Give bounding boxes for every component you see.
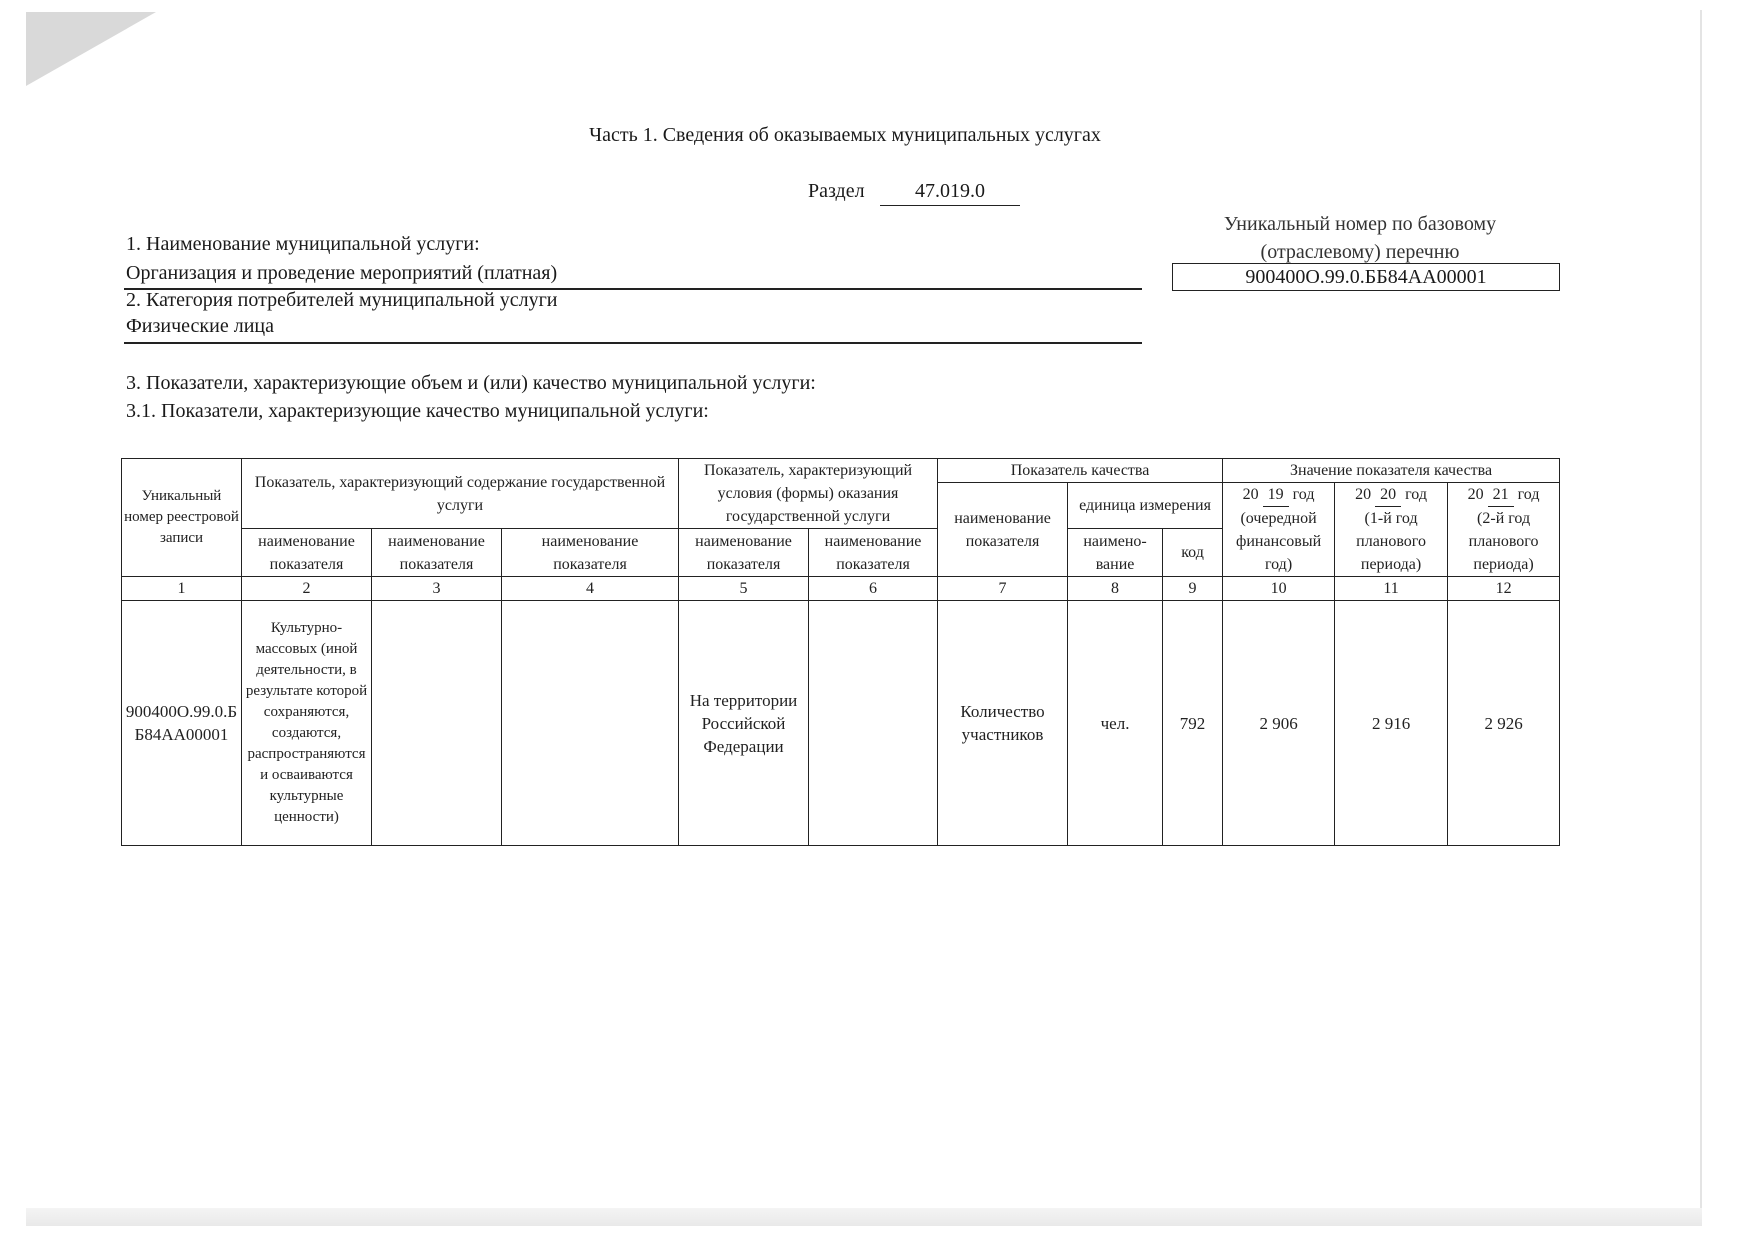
category-underline — [124, 342, 1142, 344]
header-quality-indicator: Показатель качества — [938, 459, 1223, 483]
col-number: 11 — [1335, 577, 1448, 601]
header-year-2020 — [1335, 483, 1448, 577]
year-2021-desc: (2-й год планового периода) — [1468, 510, 1539, 573]
unique-number-caption: Уникальный номер по базовому (отраслевому) перечню — [1223, 213, 1497, 263]
cell-unit-code: 792 — [1163, 601, 1223, 846]
year-2020-prefix: 20 — [1355, 486, 1372, 503]
cell-condition-2 — [809, 601, 938, 846]
subheader-condition-name-1: наименование показателя — [679, 529, 809, 577]
col-number: 8 — [1068, 577, 1163, 601]
year-2020-number: 20 — [1375, 483, 1401, 507]
col-number: 2 — [242, 577, 372, 601]
cell-unique-number: 900400О.99.0.ББ84АА00001 — [122, 601, 242, 846]
year-2020-suffix: год — [1405, 486, 1427, 503]
cell-content-3 — [502, 601, 679, 846]
quality-indicators-table — [121, 458, 1560, 846]
col-number: 12 — [1448, 577, 1560, 601]
col-number: 9 — [1163, 577, 1223, 601]
subheader-condition-name-2: наименование показателя — [809, 529, 938, 577]
header-unit: единица измерения — [1068, 483, 1223, 529]
cell-indicator-name: Количество участников — [938, 601, 1068, 846]
category-label: 2. Категория потребителей муниципальной услуги — [126, 289, 558, 311]
indicators-subheading: 3.1. Показатели, характеризующие качество муниципальной услуги: — [126, 400, 709, 422]
scan-edge-bottom — [26, 1208, 1702, 1226]
subheader-unit-code: код — [1163, 529, 1223, 577]
subheader-content-name-2: наименование показателя — [372, 529, 502, 577]
col-number: 3 — [372, 577, 502, 601]
cell-value-2019: 2 906 — [1223, 601, 1335, 846]
indicators-heading: 3. Показатели, характеризующие объем и (или) качество муниципальной услуги: — [126, 372, 816, 394]
col-number: 7 — [938, 577, 1068, 601]
col-number: 10 — [1223, 577, 1335, 601]
section-label: Раздел — [808, 180, 865, 202]
cell-condition-1: На территории Российской Федерации — [679, 601, 809, 846]
year-2020-desc: (1-й год планового периода) — [1356, 510, 1426, 573]
year-2019-suffix: год — [1292, 486, 1315, 503]
header-conditions-indicator: Показатель, характеризующий условия (формы) оказания государственной услуги — [679, 459, 938, 529]
col-number: 4 — [502, 577, 679, 601]
header-quality-value: Значение показателя качества — [1223, 459, 1560, 483]
column-numbers-row — [122, 577, 1560, 601]
year-2019-number: 19 — [1263, 483, 1289, 507]
service-name-value: Организация и проведение мероприятий (платная) — [126, 262, 558, 284]
col-number: 5 — [679, 577, 809, 601]
service-name-label: 1. Наименование муниципальной услуги: — [126, 233, 480, 255]
table-row — [122, 601, 1560, 846]
header-year-2019 — [1223, 483, 1335, 577]
cell-content-1: Культурно-массовых (иной деятельности, в результате которой сохраняются, создаются, распространяются и осваиваются культурные ценности) — [242, 601, 372, 846]
year-2019-desc: (очередной финансовый год) — [1236, 510, 1322, 573]
cell-value-2020: 2 916 — [1335, 601, 1448, 846]
scan-corner-shadow — [26, 12, 156, 86]
header-content-indicator: Показатель, характеризующий содержание государственной услуги — [242, 459, 679, 529]
header-year-2021 — [1448, 483, 1560, 577]
unique-number-box: 900400О.99.0.ББ84АА00001 — [1172, 263, 1560, 291]
cell-unit-name: чел. — [1068, 601, 1163, 846]
cell-value-2021: 2 926 — [1448, 601, 1560, 846]
year-2021-prefix: 20 — [1467, 486, 1484, 503]
header-indicator-name: наименование показателя — [938, 483, 1068, 577]
subheader-content-name-1: наименование показателя — [242, 529, 372, 577]
subheader-content-name-3: наименование показателя — [502, 529, 679, 577]
year-2019-prefix: 20 — [1242, 486, 1259, 503]
cell-content-2 — [372, 601, 502, 846]
section-value: 47.019.0 — [880, 180, 1020, 206]
page-title: Часть 1. Сведения об оказываемых муниципальных услугах — [589, 124, 1101, 146]
subheader-unit-name: наимено-вание — [1068, 529, 1163, 577]
header-unique-number: Уникальный номер реестровой записи — [122, 459, 242, 577]
col-number: 1 — [122, 577, 242, 601]
year-2021-suffix: год — [1517, 486, 1540, 503]
category-value: Физические лица — [126, 315, 274, 337]
col-number: 6 — [809, 577, 938, 601]
scan-edge — [1700, 10, 1702, 1225]
year-2021-number: 21 — [1488, 483, 1514, 507]
